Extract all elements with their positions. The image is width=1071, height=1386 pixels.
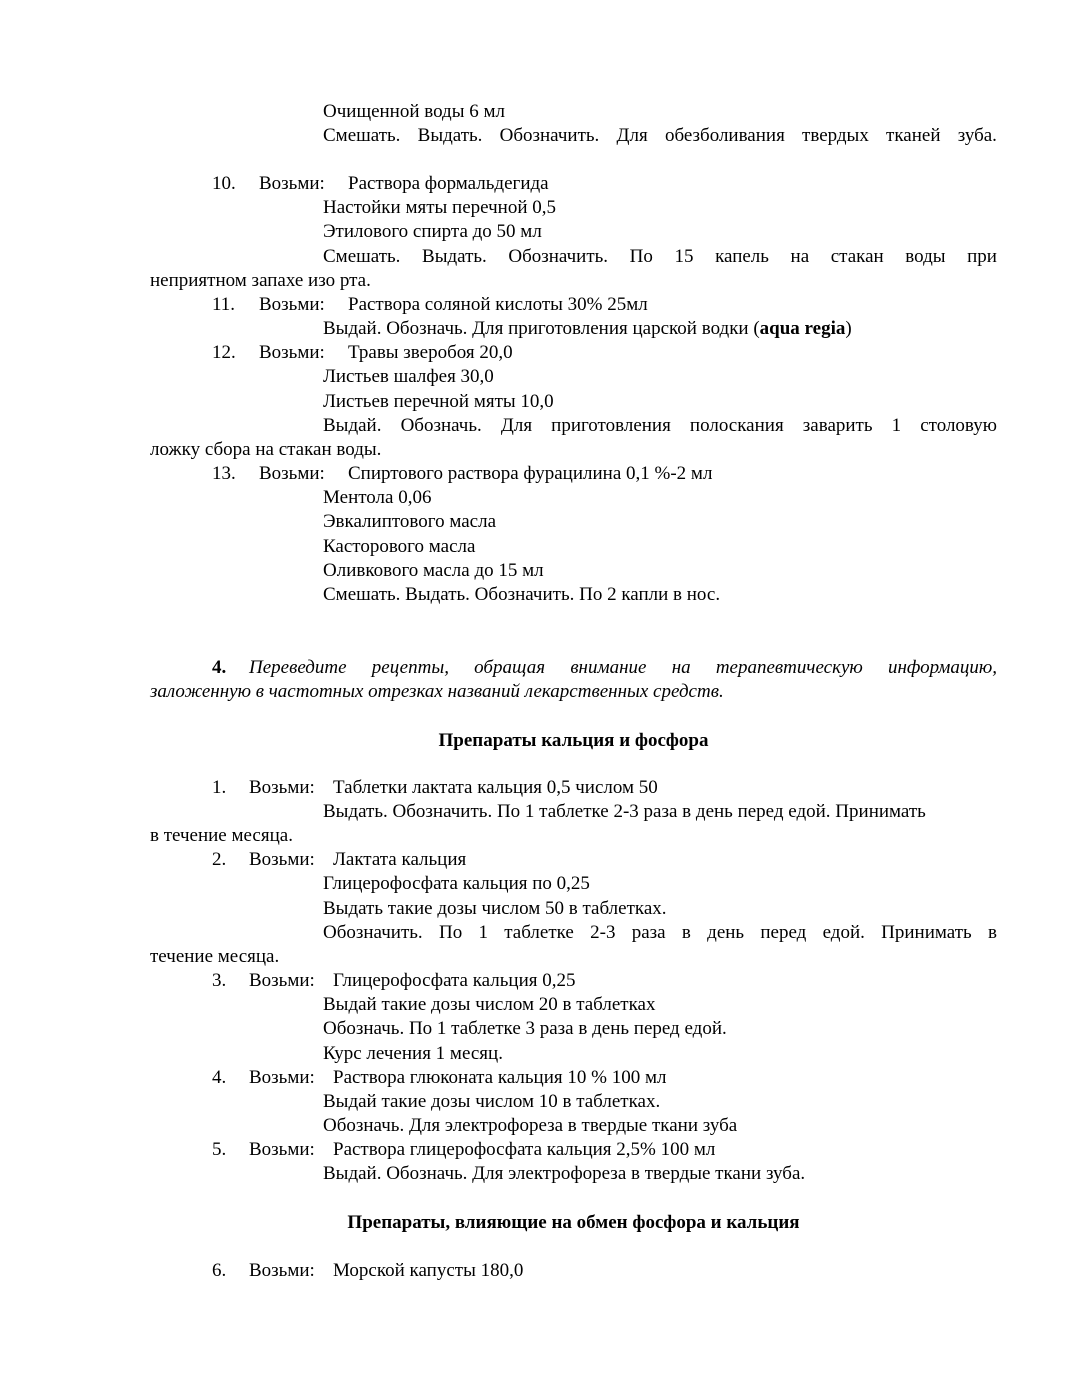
word: Выдать. xyxy=(417,125,483,146)
ingredient: Листьев шалфея 30,0 xyxy=(323,366,494,387)
word: Обозначить. xyxy=(508,246,609,267)
instruction-line xyxy=(323,317,852,341)
item-number: 13. xyxy=(212,463,236,484)
word: Выдать. xyxy=(422,246,487,267)
word: таблетке xyxy=(504,922,574,943)
justified-line xyxy=(323,124,997,148)
ingredient: Эвкалиптового масла xyxy=(323,511,497,532)
word: обезболивания xyxy=(664,125,785,146)
word: обращая xyxy=(474,657,546,678)
item-number: 12. xyxy=(212,342,236,363)
word: твердых xyxy=(802,125,869,146)
instruction-line: Смешать. Выдать. Обозначить. По 2 капли в нос. xyxy=(323,584,721,605)
word: внимание xyxy=(570,657,647,678)
task-number: 4. xyxy=(212,657,227,678)
word: едой. xyxy=(822,922,865,943)
task-text-line xyxy=(249,656,997,680)
word: день xyxy=(707,922,745,943)
instruction-line: Обозначь. По 1 таблетке 3 раза в день перед едой. xyxy=(323,1018,727,1039)
item-number: 10. xyxy=(212,173,236,194)
word: 2-3 xyxy=(590,922,616,943)
word: приготовления xyxy=(551,415,671,436)
ingredient: Ментола 0,06 xyxy=(323,487,432,508)
instruction-line: Выдать такие дозы числом 50 в таблетках. xyxy=(323,898,667,919)
word: раза xyxy=(631,922,666,943)
text-line: ложку сбора на стакан воды. xyxy=(150,439,382,460)
word: терапевтическую xyxy=(715,657,863,678)
latin-term: aqua regia xyxy=(759,318,846,339)
take-label: Возьми: xyxy=(259,294,325,315)
take-label: Возьми: xyxy=(249,1260,315,1281)
word: 1 xyxy=(891,415,902,436)
word: стакан xyxy=(830,246,884,267)
instruction-line: Выдай такие дозы числом 20 в таблетках xyxy=(323,994,656,1015)
ingredient: Настойки мяты перечной 0,5 xyxy=(323,197,556,218)
word: воды xyxy=(905,246,946,267)
word: заварить xyxy=(802,415,873,436)
take-label: Возьми: xyxy=(249,1067,315,1088)
ingredient: Глицерофосфата кальция по 0,25 xyxy=(323,873,590,894)
instruction-line: Курс лечения 1 месяц. xyxy=(323,1043,503,1064)
ingredient: Раствора соляной кислоты 30% 25мл xyxy=(348,294,648,315)
take-label: Возьми: xyxy=(249,970,315,991)
item-number: 1. xyxy=(212,777,227,798)
take-label: Возьми: xyxy=(259,173,325,194)
word: Обозначить. xyxy=(499,125,600,146)
ingredient: Раствора глицерофосфата кальция 2,5% 100 мл xyxy=(333,1139,716,1160)
ingredient: Раствора формальдегида xyxy=(348,173,549,194)
section-heading: Препараты кальция и фосфора xyxy=(438,730,709,751)
item-number: 2. xyxy=(212,849,227,870)
instruction-line: Выдать. Обозначить. По 1 таблетке 2-3 раза в день перед едой. Принимать xyxy=(323,801,926,822)
word: рецепты, xyxy=(371,657,449,678)
take-label: Возьми: xyxy=(249,1139,315,1160)
word: информацию, xyxy=(887,657,997,678)
ingredient: Морской капусты 180,0 xyxy=(333,1260,524,1281)
word: 1 xyxy=(478,922,488,943)
word: Смешать. xyxy=(323,125,401,146)
ingredient: Раствора глюконата кальция 10 % 100 мл xyxy=(333,1067,667,1088)
ingredient: Оливкового масла до 15 мл xyxy=(323,560,544,581)
word: 15 xyxy=(674,246,694,267)
ingredient: Касторового масла xyxy=(323,536,476,557)
word: полоскания xyxy=(689,415,784,436)
word: Выдай. xyxy=(323,415,382,436)
word: Обозначить. xyxy=(323,922,423,943)
ingredient: Лактата кальция xyxy=(333,849,467,870)
ingredient: Спиртового раствора фурацилина 0,1 %-2 мл xyxy=(348,463,713,484)
task-text-line: заложенную в частотных отрезках названий лекарственных средств. xyxy=(150,681,724,702)
item-number: 3. xyxy=(212,970,227,991)
take-label: Возьми: xyxy=(249,777,315,798)
word: По xyxy=(629,246,653,267)
text-line: неприятном запахе изо рта. xyxy=(150,270,371,291)
word: перед xyxy=(760,922,807,943)
word: Обозначь. xyxy=(400,415,482,436)
ingredient: Листьев перечной мяты 10,0 xyxy=(323,391,554,412)
take-label: Возьми: xyxy=(249,849,315,870)
word: капель xyxy=(715,246,769,267)
word: Для xyxy=(500,415,533,436)
section-heading: Препараты, влияющие на обмен фосфора и кальция xyxy=(347,1212,800,1233)
word: в xyxy=(987,922,997,943)
item-number: 5. xyxy=(212,1139,227,1160)
word: Принимать xyxy=(881,922,972,943)
take-label: Возьми: xyxy=(259,463,325,484)
word: тканей xyxy=(886,125,941,146)
ingredient: Травы зверобоя 20,0 xyxy=(348,342,513,363)
item-number: 4. xyxy=(212,1067,227,1088)
instruction-line: Выдай. Обозначь. Для электрофореза в твердые ткани зуба. xyxy=(323,1163,806,1184)
instruction-line: Выдай такие дозы числом 10 в таблетках. xyxy=(323,1091,661,1112)
word: на xyxy=(671,657,691,678)
justified-line xyxy=(323,921,997,945)
justified-line xyxy=(323,245,997,269)
instruction-text: Выдай. Обозначь. Для приготовления царской водки ( xyxy=(323,318,760,339)
ingredient: Таблетки лактата кальция 0,5 числом 50 xyxy=(333,777,658,798)
item-number: 6. xyxy=(212,1260,227,1281)
ingredient: Этилового спирта до 50 мл xyxy=(323,221,542,242)
word: По xyxy=(438,922,463,943)
ingredient: Глицерофосфата кальция 0,25 xyxy=(333,970,576,991)
word: Переведите xyxy=(249,657,347,678)
take-label: Возьми: xyxy=(259,342,325,363)
word: Для xyxy=(616,125,648,146)
word: столовую xyxy=(920,415,997,436)
justified-line xyxy=(323,414,997,438)
word: на xyxy=(790,246,810,267)
item-number: 11. xyxy=(212,294,236,315)
text-line: течение месяца. xyxy=(150,946,280,967)
text-line: в течение месяца. xyxy=(150,825,293,846)
word: Смешать. xyxy=(323,246,401,267)
word: в xyxy=(681,922,691,943)
word: зуба. xyxy=(957,125,997,146)
word: при xyxy=(967,246,997,267)
instruction-line: Обозначь. Для электрофореза в твердые ткани зуба xyxy=(323,1115,738,1136)
text-line: Очищенной воды 6 мл xyxy=(323,101,505,122)
closing-paren: ) xyxy=(845,318,852,339)
